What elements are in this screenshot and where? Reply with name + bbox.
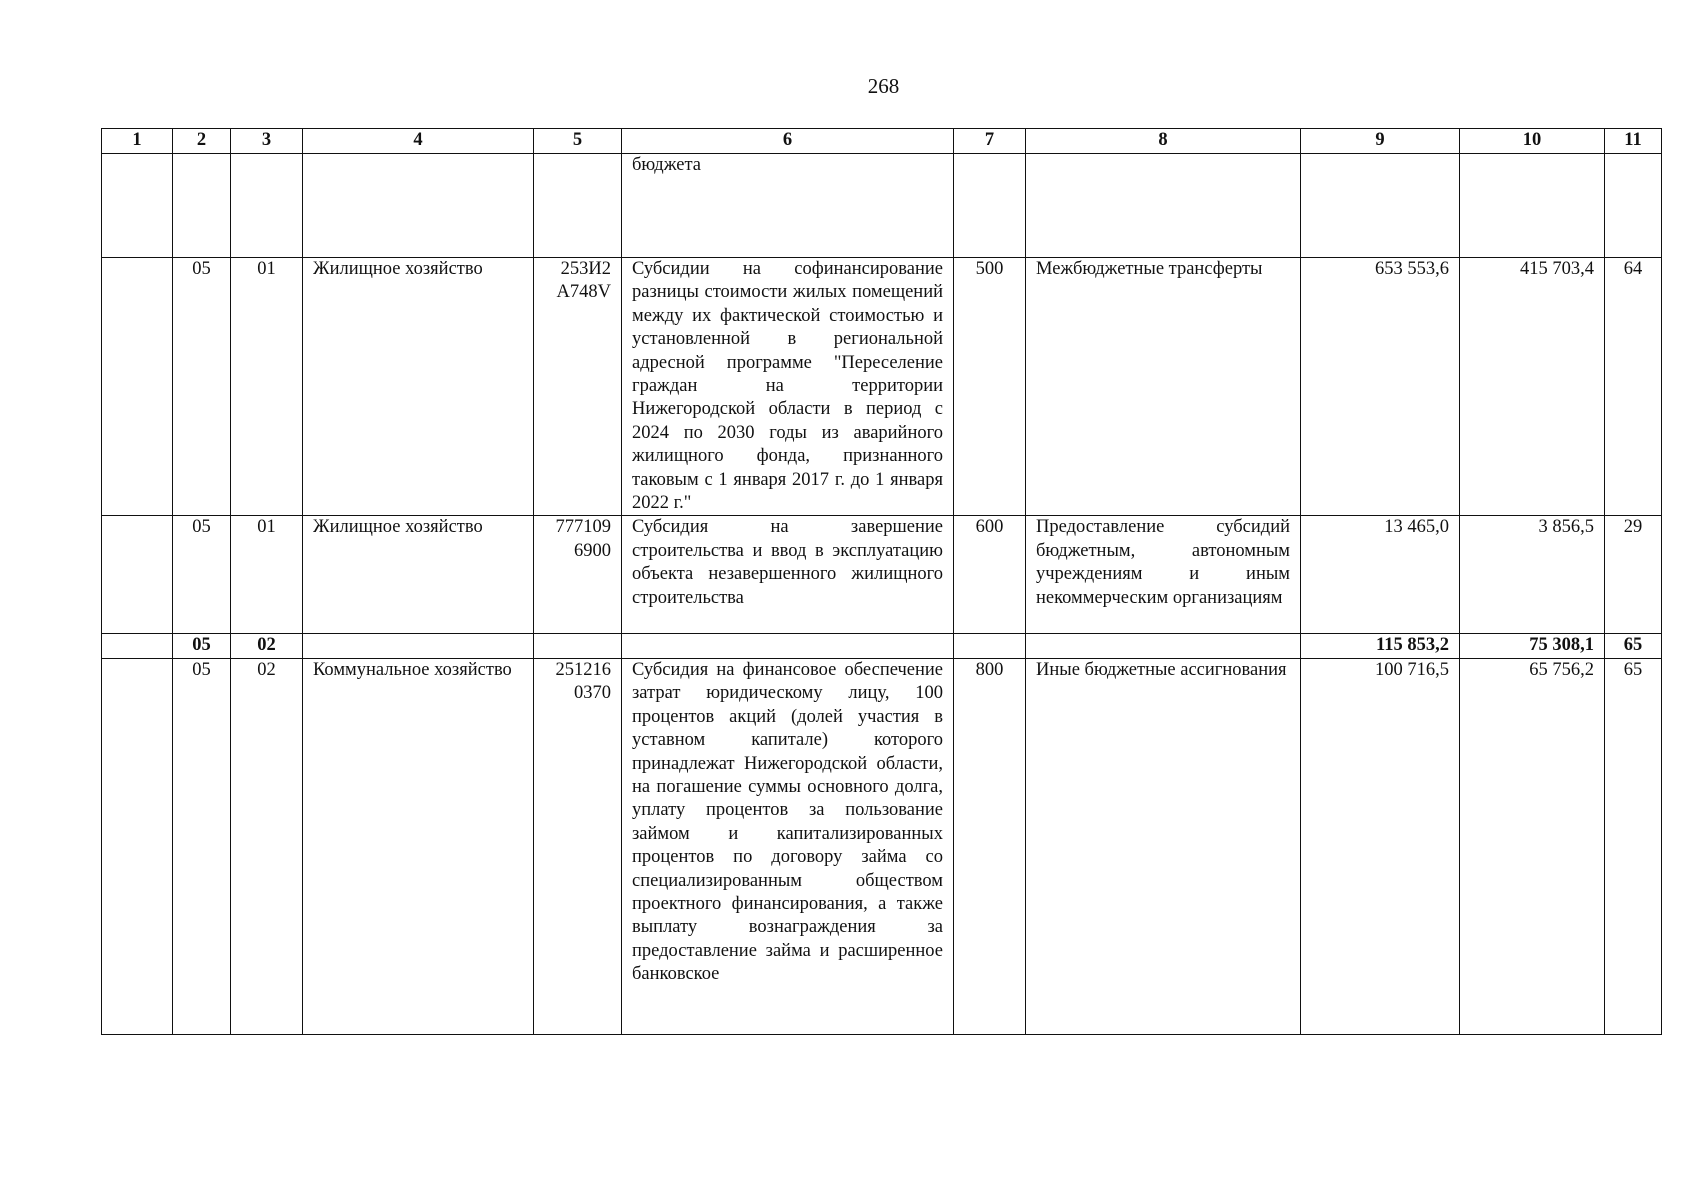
cell-section-name: Жилищное хозяйство (303, 258, 534, 516)
cell-subsection: 01 (231, 516, 303, 634)
cell-actual (1460, 154, 1605, 258)
cell-target-code (534, 658, 622, 1034)
cell-actual: 65 756,2 (1460, 658, 1605, 1034)
cell-plan: 115 853,2 (1301, 634, 1460, 658)
header-col-10: 10 (1460, 129, 1605, 154)
cell-section (173, 154, 231, 258)
cell-subsection: 02 (231, 634, 303, 658)
header-col-3: 3 (231, 129, 303, 154)
cell-description (622, 634, 954, 658)
cell-target-code (534, 516, 622, 634)
cell-expense-type (954, 634, 1026, 658)
cell-section: 05 (173, 516, 231, 634)
cell-plan: 653 553,6 (1301, 258, 1460, 516)
cell-col-1 (102, 634, 173, 658)
cell-percent: 65 (1605, 634, 1662, 658)
target-code-part-2: 6900 (574, 540, 611, 561)
target-code-part-2: 0370 (574, 683, 611, 704)
cell-target-code (534, 154, 622, 258)
cell-percent (1605, 154, 1662, 258)
target-code-part-2: А748V (556, 282, 611, 303)
cell-expense-name (1026, 634, 1301, 658)
header-col-1: 1 (102, 129, 173, 154)
header-col-2: 2 (173, 129, 231, 154)
cell-expense-name: Межбюджетные трансферты (1026, 258, 1301, 516)
cell-expense-type: 800 (954, 658, 1026, 1034)
cell-subsection (231, 154, 303, 258)
cell-plan: 13 465,0 (1301, 516, 1460, 634)
cell-section-name: Жилищное хозяйство (303, 516, 534, 634)
cell-target-code (534, 634, 622, 658)
cell-section-name (303, 634, 534, 658)
header-col-7: 7 (954, 129, 1026, 154)
target-code-part-1: 253И2 (560, 259, 611, 279)
cell-section-name: Коммунальное хозяйство (303, 658, 534, 1034)
cell-expense-type (954, 154, 1026, 258)
cell-expense-name (1026, 154, 1301, 258)
cell-subsection: 01 (231, 258, 303, 516)
cell-section: 05 (173, 658, 231, 1034)
cell-actual: 3 856,5 (1460, 516, 1605, 634)
header-col-6: 6 (622, 129, 954, 154)
cell-description: Субсидии на софинансирование разницы стоимости жилых помещений между их фактической стоимостью и установленной в региональной адресной программе "Переселение граждан на территории Нижегородской области в период с 2024 по 2030 годы из аварийного жилищного фонда, признанного таковым с 1 января 2017 г. до 1 января 2022 г." (622, 258, 954, 516)
table-row (102, 258, 1662, 516)
cell-col-1 (102, 154, 173, 258)
subtotal-row (102, 634, 1662, 658)
cell-actual: 415 703,4 (1460, 258, 1605, 516)
cell-description: Субсидия на финансовое обеспечение затрат юридическому лицу, 100 процентов акций (долей участия в уставном капитале) которого принадлежат Нижегородской области, на погашение суммы основного долга, уплату процентов за пользование займом и капитализированных процентов по договору займа со специализированным обществом проектного финансирования, а также выплату вознаграждения за предоставление займа и расширенное банковское (622, 658, 954, 1034)
target-code-part-1: 251216 (555, 659, 611, 680)
cell-expense-type: 500 (954, 258, 1026, 516)
cell-section: 05 (173, 258, 231, 516)
cell-expense-type: 600 (954, 516, 1026, 634)
target-code-part-1: 777109 (555, 517, 611, 538)
header-col-11: 11 (1605, 129, 1662, 154)
header-col-4: 4 (303, 129, 534, 154)
cell-subsection: 02 (231, 658, 303, 1034)
cell-description: бюджета (622, 154, 954, 258)
cell-plan (1301, 154, 1460, 258)
header-col-5: 5 (534, 129, 622, 154)
cell-actual: 75 308,1 (1460, 634, 1605, 658)
cell-col-1 (102, 258, 173, 516)
cell-percent: 64 (1605, 258, 1662, 516)
cell-expense-name: Предоставление субсидий бюджетным, автономным учреждениям и иным некоммерческим организациям (1026, 516, 1301, 634)
budget-table (101, 128, 1662, 1035)
cell-percent: 65 (1605, 658, 1662, 1034)
page-number: 268 (867, 74, 900, 98)
cell-expense-name: Иные бюджетные ассигнования (1026, 658, 1301, 1034)
table-row (102, 658, 1662, 1034)
cell-col-1 (102, 516, 173, 634)
table-row (102, 154, 1662, 258)
cell-description: Субсидия на завершение строительства и ввод в эксплуатацию объекта незавершенного жилищного строительства (622, 516, 954, 634)
cell-col-1 (102, 658, 173, 1034)
header-col-8: 8 (1026, 129, 1301, 154)
cell-section: 05 (173, 634, 231, 658)
cell-section-name (303, 154, 534, 258)
header-row (102, 129, 1662, 154)
table-row (102, 516, 1662, 634)
cell-percent: 29 (1605, 516, 1662, 634)
cell-plan: 100 716,5 (1301, 658, 1460, 1034)
cell-target-code (534, 258, 622, 516)
header-col-9: 9 (1301, 129, 1460, 154)
